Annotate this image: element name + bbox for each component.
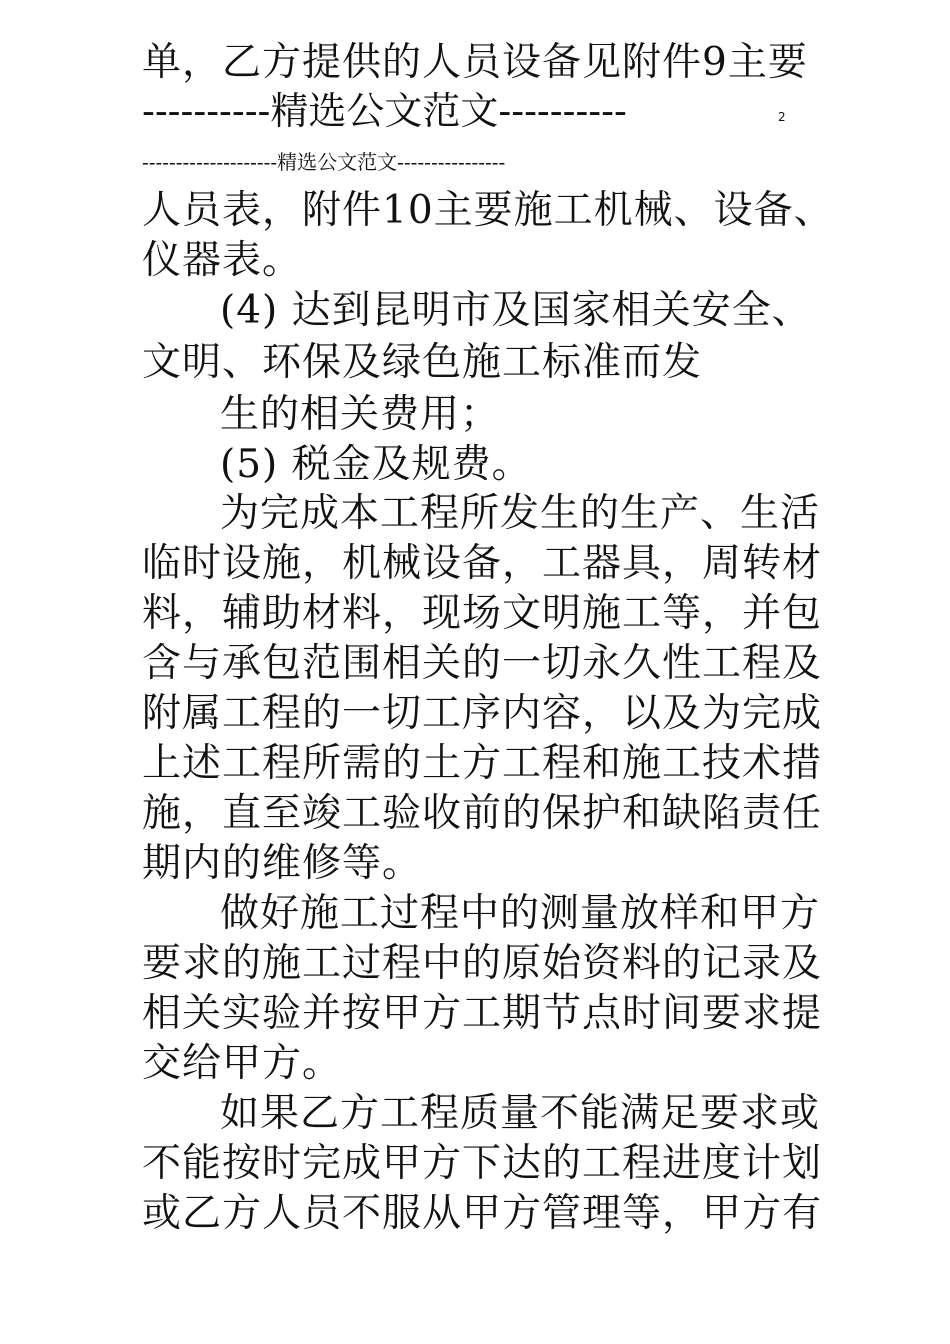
footer-banner: ----------精选公文范文---------- <box>142 89 627 133</box>
body-line: (5) 税金及规费。 <box>220 442 532 487</box>
body-line: 料，辅助材料，现场文明施工等，并包 <box>142 591 823 636</box>
body-line: 仪器表。 <box>142 238 303 283</box>
body-line: 交给甲方。 <box>142 1041 343 1086</box>
body-line: (4) 达到昆明市及国家相关安全、 <box>220 288 812 333</box>
body-line: 相关实验并按甲方工期节点时间要求提 <box>142 991 823 1036</box>
body-line: 生的相关费用； <box>220 392 501 437</box>
body-line: 不能按时完成甲方下达的工程进度计划 <box>142 1141 823 1186</box>
body-line: 附属工程的一切工序内容，以及为完成 <box>142 691 823 736</box>
body-line: 文明、环保及绿色施工标准而发 <box>142 340 703 385</box>
body-line: 施，直至竣工验收前的保护和缺陷责任 <box>142 791 823 836</box>
header-banner: --------------------精选公文范文---------------- <box>142 150 506 174</box>
body-line: 临时设施，机械设备，工器具，周转材 <box>142 541 823 586</box>
body-line: 或乙方人员不服从甲方管理等，甲方有 <box>142 1191 823 1236</box>
body-line: 做好施工过程中的测量放样和甲方 <box>220 891 821 936</box>
body-line: 含与承包范围相关的一切永久性工程及 <box>142 641 823 686</box>
body-line: 上述工程所需的土方工程和施工技术措 <box>142 741 823 786</box>
first-line: 单，乙方提供的人员设备见附件9主要 <box>142 40 808 85</box>
body-line: 要求的施工过程中的原始资料的记录及 <box>142 941 823 986</box>
body-line: 人员表，附件10主要施工机械、设备、 <box>142 188 834 233</box>
body-line: 为完成本工程所发生的生产、生活 <box>220 491 821 536</box>
body-line: 期内的维修等。 <box>142 841 423 886</box>
page-number: 2 <box>778 110 786 124</box>
body-line: 如果乙方工程质量不能满足要求或 <box>220 1091 821 1136</box>
